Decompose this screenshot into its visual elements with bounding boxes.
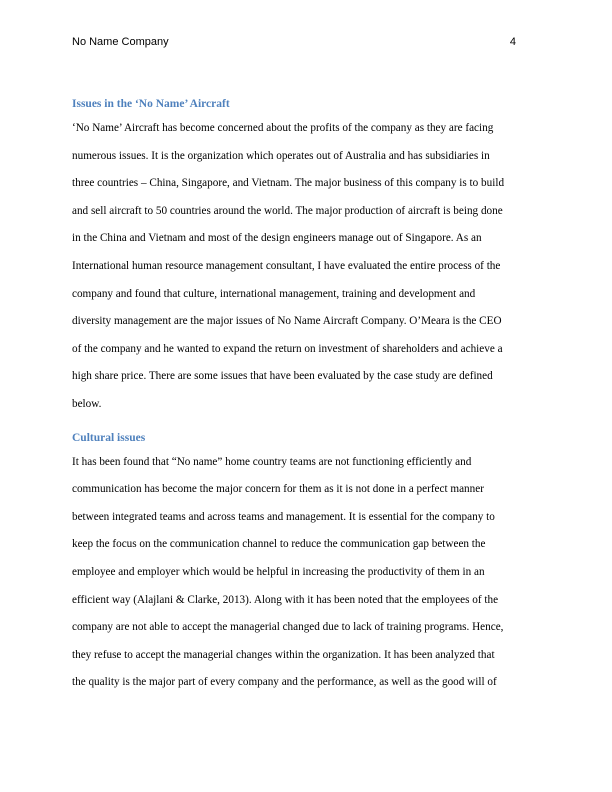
text-line: they refuse to accept the managerial changes within the organization. It has been analyzed that [72,648,495,661]
text-line: keep the focus on the communication channel to reduce the communication gap between the [72,538,486,551]
text-line: It has been found that “No name” home country teams are not functioning efficiently and [72,455,472,468]
paragraph-issues [72,119,540,423]
section-heading-cultural: Cultural issues [72,431,146,444]
section-heading-issues: Issues in the ‘No Name’ Aircraft [72,98,230,110]
text-line: three countries – China, Singapore, and Vietnam. The major business of this company is to build [72,177,505,190]
text-line: International human resource management consultant, I have evaluated the entire process of the [72,259,501,272]
text-line: ‘No Name’ Aircraft has become concerned about the profits of the company as they are facing [72,122,494,134]
text-line: in the China and Vietnam and most of the design engineers manage out of Singapore. As an [72,232,482,245]
text-line: diversity management are the major issues of No Name Aircraft Company. O’Meara is the CEO [72,315,502,328]
text-line: company are not able to accept the managerial changed due to lack of training programs. Hence, [72,621,504,634]
text-line: employee and employer which would be helpful in increasing the productivity of them in an [72,565,485,578]
page-header [72,36,516,52]
text-line: company and found that culture, international management, training and development and [72,287,476,300]
header-page-number: 4 [509,36,516,48]
text-line: and sell aircraft to 50 countries around the world. The major production of aircraft is being done [72,204,503,217]
text-line: below. [72,397,102,410]
header-company-name: No Name Company [72,36,169,48]
document-body [72,93,540,701]
text-line: high share price. There are some issues that have been evaluated by the case study are defined [72,370,493,383]
paragraph-cultural [72,453,540,701]
text-line: efficient way (Alajlani & Clarke, 2013). Along with it has been noted that the employees of the [72,593,499,606]
text-line: communication has become the major concern for them as it is not done in a perfect manner [72,483,484,496]
text-line: numerous issues. It is the organization which operates out of Australia and has subsidiaries in [72,149,490,162]
text-line: the quality is the major part of every company and the performance, as well as the good will of [72,676,497,689]
text-line: of the company and he wanted to expand the return on investment of shareholders and achieve a [72,342,503,355]
text-line: between integrated teams and across teams and management. It is essential for the company to [72,510,495,523]
